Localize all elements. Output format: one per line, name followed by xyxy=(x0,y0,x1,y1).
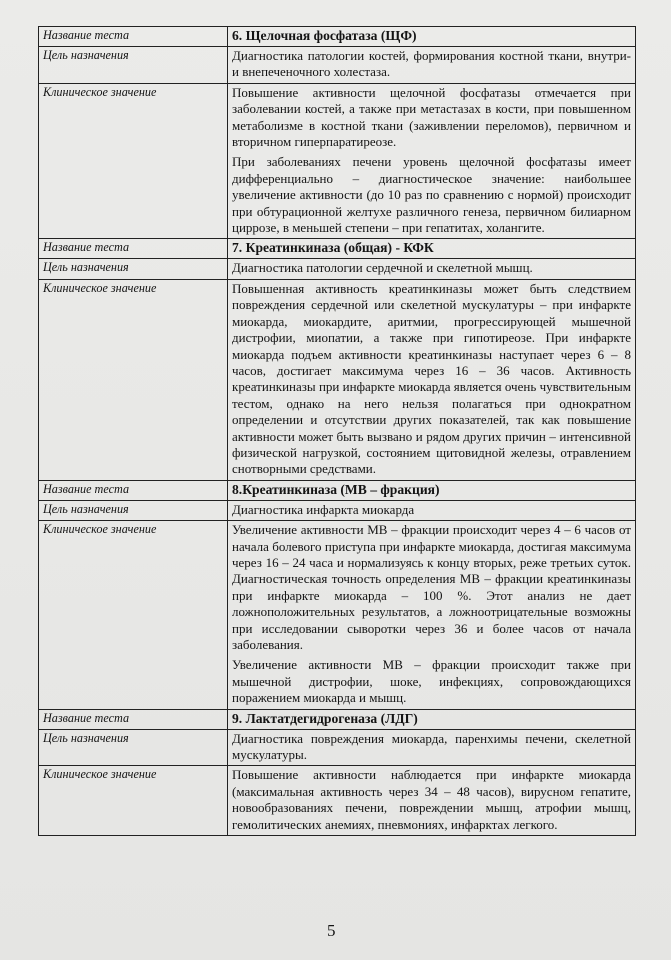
test-6-name-row xyxy=(39,27,636,47)
test-8-clinical-row xyxy=(39,521,636,709)
test-6-purpose-row xyxy=(39,47,636,84)
test-8-clinical xyxy=(228,521,636,709)
test-name-label: Название теста xyxy=(39,27,228,47)
test-6-title: 6. Щелочная фосфатаза (ЩФ) xyxy=(228,27,636,47)
test-6-clinical xyxy=(228,83,636,239)
test-8-purpose: Диагностика инфаркта миокарда xyxy=(228,500,636,520)
test-9-clinical-row xyxy=(39,766,636,836)
purpose-label: Цель назначения xyxy=(39,729,228,766)
test-9-name-row xyxy=(39,709,636,729)
test-7-title: 7. Креатинкиназа (общая) - КФК xyxy=(228,239,636,259)
clinical-paragraph: Увеличение активности МВ – фракции происходит через 4 – 6 часов от начала болевого приступа при инфаркте миокарда, достигая максимума через 16 – 24 часа и нормализуясь к концу вторых, реже третьих суток. Диагностическая точность определения МВ – фракции креатинкиназы при инфаркте миокарда – 100 %. Этот анализ не дает ложноположительных результатов, а ложноотрицательные возможны при исследовании сыворотки через 36 и более часов от начала заболевания. xyxy=(232,522,631,652)
clinical-label: Клиническое значение xyxy=(39,521,228,709)
test-8-title: 8.Креатинкиназа (МВ – фракция) xyxy=(228,480,636,500)
test-6-clinical-row xyxy=(39,83,636,239)
purpose-label: Цель назначения xyxy=(39,47,228,84)
test-7-name-row xyxy=(39,239,636,259)
test-9-clinical xyxy=(228,766,636,836)
test-6-purpose: Диагностика патологии костей, формирования костной ткани, внутри- и внепеченочного холестаза. xyxy=(228,47,636,84)
clinical-paragraph: Повышенная активность креатинкиназы может быть следствием повреждения сердечной или скелетной мускулатуры – при инфаркте миокарда, миокардите, аритмии, прогрессирующей мышечной дистрофии, миопатии, а также при гипотиреозе. При инфаркте миокарда подъем активности креатинкиназы наступает через 6 – 8 часов, достигает максимума через 16 – 36 часов. Активность креатинкиназы при инфаркте миокарда является очень чувствительным тестом, однако на него нельзя полагаться при однократном определении и отсутствии других показателей, так как повышение активности может быть вызвано и рядом других причин – интенсивной физической нагрузкой, состоянием щитовидной железы, отравлением снотворными средствами. xyxy=(232,280,631,477)
test-7-clinical xyxy=(228,279,636,480)
test-7-clinical-row xyxy=(39,279,636,480)
test-8-name-row xyxy=(39,480,636,500)
test-9-purpose-row xyxy=(39,729,636,766)
lab-tests-table xyxy=(38,26,636,836)
purpose-label: Цель назначения xyxy=(39,500,228,520)
clinical-paragraph: Повышение активности щелочной фосфатазы отмечается при заболевании костей, а также при метастазах в кости, при повышенном метаболизме в костной ткани (заживлении переломов), первичном и вторичном гиперпаратиреозе. xyxy=(232,84,631,150)
clinical-paragraph: При заболеваниях печени уровень щелочной фосфатазы имеет дифференциально – диагностическое значение: наибольшее увеличение активности (до 10 раз по сравнению с нормой) происходит при обтурационной желтухе различного генеза, первичном билиарном циррозе, в меньшей степени – при гепатитах, холангите. xyxy=(232,154,631,236)
test-name-label: Название теста xyxy=(39,709,228,729)
clinical-paragraph: Увеличение активности МВ – фракции происходит также при мышечной дистрофии, шоке, инфекциях, сопровождающихся поражением миокарда и мышц. xyxy=(232,657,631,706)
clinical-label: Клиническое значение xyxy=(39,766,228,836)
test-8-purpose-row xyxy=(39,500,636,520)
test-7-purpose: Диагностика патологии сердечной и скелетной мышц. xyxy=(228,259,636,279)
test-name-label: Название теста xyxy=(39,239,228,259)
test-name-label: Название теста xyxy=(39,480,228,500)
test-7-purpose-row xyxy=(39,259,636,279)
clinical-label: Клиническое значение xyxy=(39,83,228,239)
purpose-label: Цель назначения xyxy=(39,259,228,279)
clinical-paragraph: Повышение активности наблюдается при инфаркте миокарда (максимальная активность через 34 – 48 часов), вирусном гепатите, новообразованиях печени, повреждении мышц, атрофии мышц, гемолитических анемиях, пневмониях, инфарктах легкого. xyxy=(232,767,631,832)
test-9-title: 9. Лактатдегидрогеназа (ЛДГ) xyxy=(228,709,636,729)
page-number: 5 xyxy=(327,921,336,940)
test-9-purpose: Диагностика повреждения миокарда, паренхимы печени, скелетной мускулатуры. xyxy=(228,729,636,766)
clinical-label: Клиническое значение xyxy=(39,279,228,480)
